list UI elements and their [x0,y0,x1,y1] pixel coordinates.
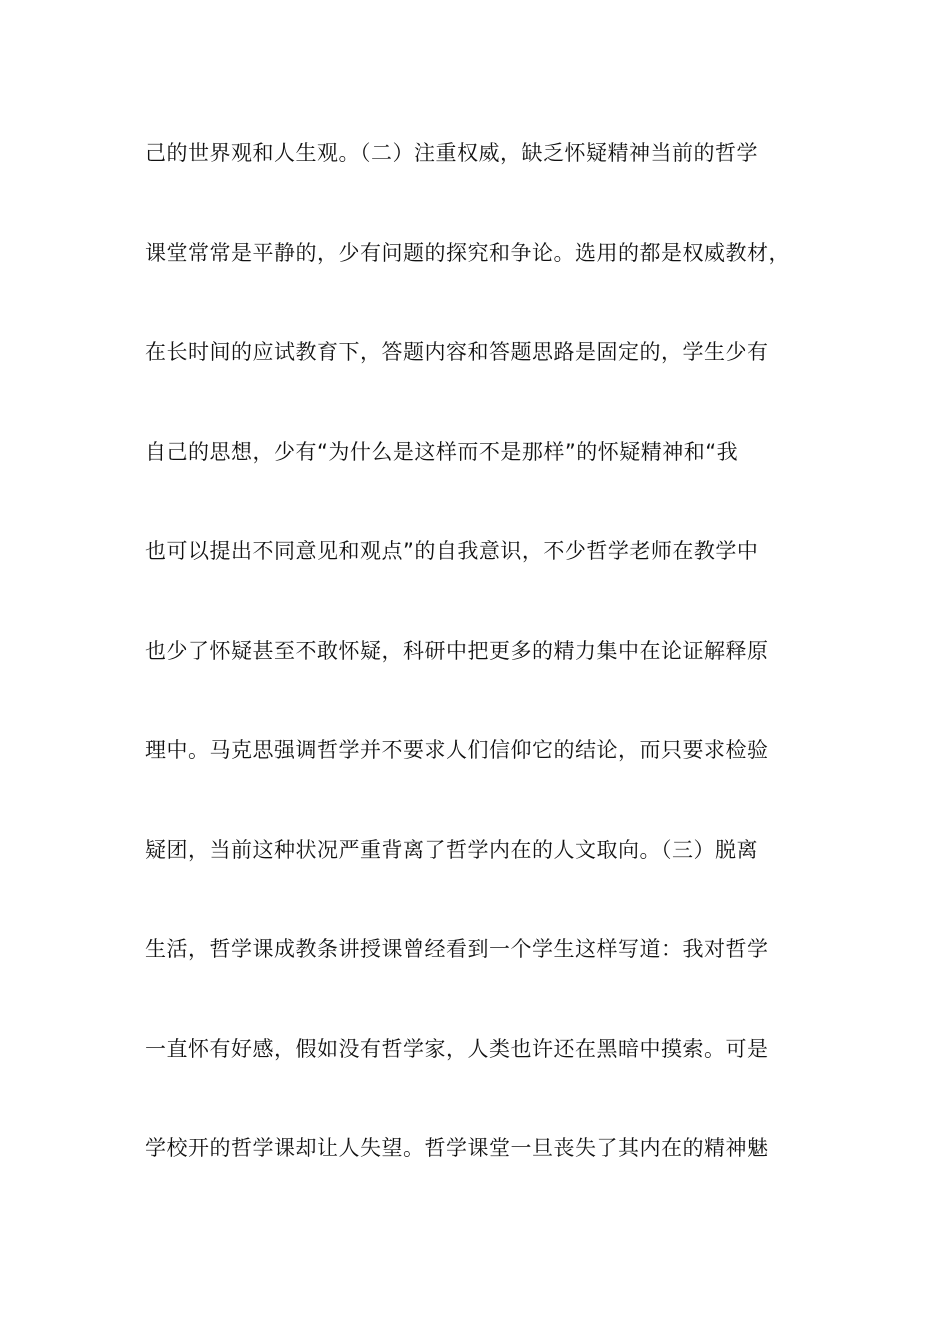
text-line: 也可以提出不同意见和观点”的自我意识，不少哲学老师在教学中 [145,539,759,563]
text-line: 学校开的哲学课却让人失望。哲学课堂一旦丧失了其内在的精神魅 [145,1136,769,1160]
text-line: 生活，哲学课成教条讲授课曾经看到一个学生这样写道：我对哲学 [145,937,769,961]
body-text [145,126,825,1221]
text-line: 在长时间的应试教育下，答题内容和答题思路是固定的，学生少有 [145,340,769,364]
text-line: 自己的思想，少有“为什么是这样而不是那样”的怀疑精神和“我 [145,439,739,464]
text-line: 也少了怀疑甚至不敢怀疑，科研中把更多的精力集中在论证解释原 [145,638,769,663]
text-line: 课堂常常是平静的，少有问题的探究和争论。选用的都是权威教材， [145,240,790,265]
text-line: 疑团，当前这种状况严重背离了哲学内在的人文取向。（三）脱离 [145,837,758,862]
text-line: 理中。马克思强调哲学并不要求人们信仰它的结论，而只要求检验 [145,738,769,762]
text-line: 己的世界观和人生观。（二）注重权威，缺乏怀疑精神当前的哲学 [145,141,758,165]
text-line: 一直怀有好感，假如没有哲学家，人类也许还在黑暗中摸索。可是 [145,1036,769,1061]
